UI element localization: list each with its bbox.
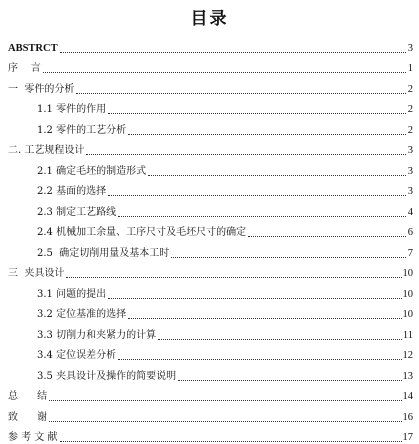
toc-entry[interactable] [0,424,419,444]
toc-entry[interactable] [0,280,419,301]
toc-entry-page-number: 3 [407,43,413,55]
toc-entry[interactable] [0,178,419,199]
toc-entry-label: 2.5 确定切削用量及基本工时 [37,248,169,260]
toc-entry-label: 2.4 机械加工余量、工序尺寸及毛坯尺寸的确定 [37,227,246,239]
toc-entry[interactable] [0,75,419,96]
dot-leader [128,317,401,319]
toc-entry-page-number: 6 [407,227,413,239]
toc-entry[interactable] [0,301,419,322]
toc-entry[interactable] [0,260,419,281]
toc-entry-label: 三 夹具设计 [8,268,64,280]
toc-entry-label: 1.2 零件的工艺分析 [37,125,126,137]
dot-leader [248,235,406,237]
toc-entry[interactable] [0,321,419,342]
toc-entry-page-number: 1 [407,63,413,75]
toc-entry-page-number: 12 [403,350,414,362]
toc-entry[interactable] [0,403,419,424]
dot-leader [60,440,402,442]
toc-entry-page-number: 3 [407,145,413,157]
dot-leader [49,399,401,401]
toc-entry-label: 二. 工艺规程设计 [8,145,84,157]
dot-leader [108,194,406,196]
page-title: 目录 [0,4,419,29]
dot-leader [76,92,406,94]
toc-entry-label: 3.1 问题的提出 [37,289,106,301]
toc-entry-page-number: 10 [403,268,414,280]
dot-leader [108,297,401,299]
toc-entry-label: 1.1 零件的作用 [37,104,106,116]
toc-entry-label: 2.1 确定毛坯的制造形式 [37,166,146,178]
toc-entry[interactable] [0,342,419,363]
toc-entry[interactable] [0,157,419,178]
dot-leader [43,71,406,73]
toc-entry-label: 总 结 [8,391,47,403]
toc-entry-page-number: 2 [407,84,413,96]
toc-entry[interactable] [0,198,419,219]
toc-entry-page-number: 3 [407,166,413,178]
dot-leader [118,358,401,360]
toc-entry-page-number: 4 [407,207,413,219]
toc-entry-label: 3.5 夹具设计及操作的简要说明 [37,371,176,383]
toc-entry-label: 参 考 文 献 [8,432,58,444]
toc-entry[interactable] [0,34,419,55]
toc-entry-label: 致 谢 [8,412,47,424]
dot-leader [128,133,406,135]
toc-entry-page-number: 3 [407,186,413,198]
toc-entry-label: 2.2 基面的选择 [37,186,106,198]
dot-leader [108,112,406,114]
toc-entry-page-number: 10 [403,289,414,301]
toc-entry[interactable] [0,116,419,137]
toc-entry-page-number: 16 [403,412,414,424]
toc-entry-page-number: 10 [403,309,414,321]
toc-entry-label: 一 零件的分析 [8,84,74,96]
toc-entry-page-number: 2 [407,104,413,116]
toc-entry[interactable] [0,219,419,240]
toc-entry[interactable] [0,239,419,260]
dot-leader [118,215,406,217]
toc-entry-page-number: 13 [403,371,414,383]
dot-leader [66,276,401,278]
toc-entry[interactable] [0,96,419,117]
toc-entry-page-number: 17 [403,432,414,444]
toc-entry-label: 3.2 定位基准的选择 [37,309,126,321]
toc-entry-label: 3.4 定位误差分析 [37,350,116,362]
toc-entry-label: ABSTRCT [8,43,58,55]
toc-entry-label: 3.3 切削力和夹紧力的计算 [37,330,156,342]
dot-leader [178,379,401,381]
toc-entry-page-number: 7 [407,248,413,260]
toc-entry[interactable] [0,55,419,76]
dot-leader [49,420,401,422]
dot-leader [86,153,406,155]
toc-entry-page-number: 14 [403,391,414,403]
dot-leader [60,51,406,53]
toc-entry-page-number: 11 [403,330,413,342]
toc-entry[interactable] [0,137,419,158]
toc-entry[interactable] [0,383,419,404]
toc-entry-label: 序 言 [8,63,41,75]
dot-leader [148,174,406,176]
dot-leader [158,338,402,340]
toc-entry[interactable] [0,362,419,383]
dot-leader [171,256,406,258]
toc-entry-page-number: 2 [407,125,413,137]
toc-list [0,34,419,444]
toc-entry-label: 2.3 制定工艺路线 [37,207,116,219]
